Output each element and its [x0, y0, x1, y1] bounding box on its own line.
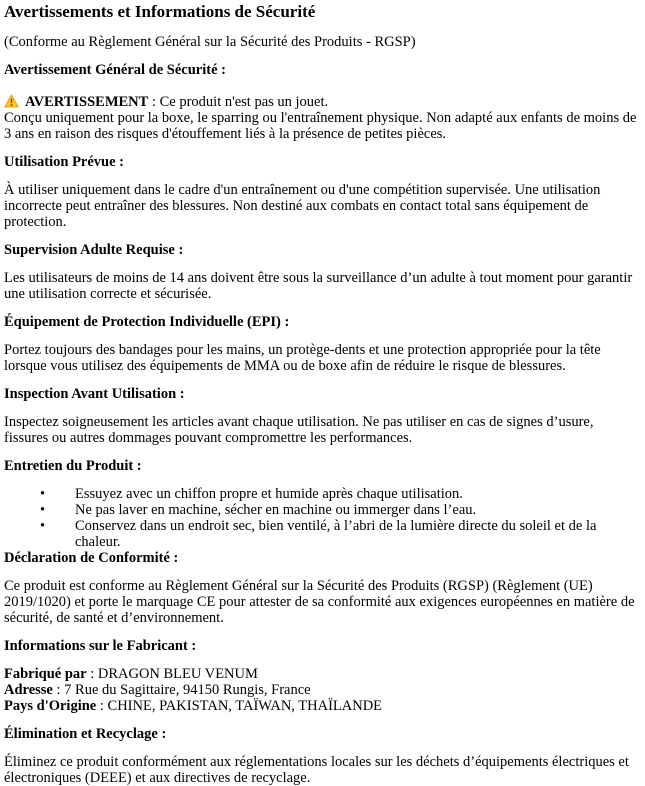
maintenance-list-item: • Conservez dans un endroit sec, bien ventilé, à l’abri de la lumière directe du soleil et de la chaleur. — [4, 518, 640, 550]
origin-label: Pays d'Origine — [4, 698, 97, 714]
manufacturer-value: : DRAGON BLEU VENUM — [86, 666, 258, 682]
heading-maintenance: Entretien du Produit : — [4, 458, 142, 474]
heading-ppe: Équipement de Protection Individuelle (EPI) : — [4, 314, 290, 330]
heading-adult-supervision: Supervision Adulte Requise : — [4, 242, 184, 258]
address-label: Adresse — [4, 682, 53, 698]
safety-document — [4, 2, 640, 786]
inspection-text: Inspectez soigneusement les articles avant chaque utilisation. Ne pas utiliser en cas de signes d’usure, fissures ou autres dommages pouvant compromettre les performances. — [4, 414, 594, 446]
heading-intended-use: Utilisation Prévue : — [4, 154, 125, 170]
warning-body-text: Conçu uniquement pour la boxe, le sparring ou l'entraînement physique. Non adapté aux enfants de moins de 3 ans en raison des risques d'étouffement liés à la présence de petites pièces. — [4, 110, 637, 142]
maintenance-list-item: • Ne pas laver en machine, sécher en machine ou immerger dans l’eau. — [4, 502, 640, 518]
page-title: Avertissements et Informations de Sécurité — [4, 2, 316, 21]
heading-general-safety: Avertissement Général de Sécurité : — [4, 62, 226, 78]
maintenance-list — [4, 486, 640, 550]
maintenance-list-item: • Essuyez avec un chiffon propre et humide après chaque utilisation. — [4, 486, 640, 502]
heading-manufacturer: Informations sur le Fabricant : — [4, 638, 197, 654]
manufacturer-details — [4, 666, 640, 714]
warning-intro-text: : Ce produit n'est pas un jouet. — [148, 94, 329, 110]
origin-value: : CHINE, PAKISTAN, TAÏWAN, THAÏLANDE — [96, 698, 383, 714]
address-value: : 7 Rue du Sagittaire, 94150 Rungis, France — [52, 682, 311, 698]
manufacturer-label: Fabriqué par — [4, 666, 87, 682]
warning-label: AVERTISSEMENT — [25, 94, 149, 110]
heading-conformity: Déclaration de Conformité : — [4, 550, 179, 566]
conformity-text: Ce produit est conforme au Règlement Général sur la Sécurité des Produits (RGSP) (Règlement (UE) 2019/1020) et porte le marquage CE pour attester de sa conformité aux exigences européennes en matière de sécurité, de santé et d’environnement. — [4, 578, 635, 626]
intended-use-text: À utiliser uniquement dans le cadre d'un entraînement ou d'une compétition supervisée. Une utilisation incorrecte peut entraîner des blessures. Non destiné aux combats en contact total sans équipement de protection. — [4, 182, 601, 230]
subtitle: (Conforme au Règlement Général sur la Sécurité des Produits - RGSP) — [4, 34, 416, 50]
warning-triangle-icon — [4, 94, 19, 110]
adult-supervision-text: Les utilisateurs de moins de 14 ans doivent être sous la surveillance d’un adulte à tout moment pour garantir une utilisation correcte et sécurisée. — [4, 270, 633, 302]
heading-inspection: Inspection Avant Utilisation : — [4, 386, 185, 402]
ppe-text: Portez toujours des bandages pour les mains, un protège-dents et une protection appropriée pour la tête lorsque vous utilisez des équipements de MMA ou de boxe afin de réduire le risque de blessures. — [4, 342, 601, 374]
warning-paragraph — [4, 94, 640, 142]
recycling-text: Éliminez ce produit conformément aux réglementations locales sur les déchets d’équipements électriques et électroniques (DEEE) et aux directives de recyclage. — [4, 754, 629, 786]
heading-recycling: Élimination et Recyclage : — [4, 726, 167, 742]
